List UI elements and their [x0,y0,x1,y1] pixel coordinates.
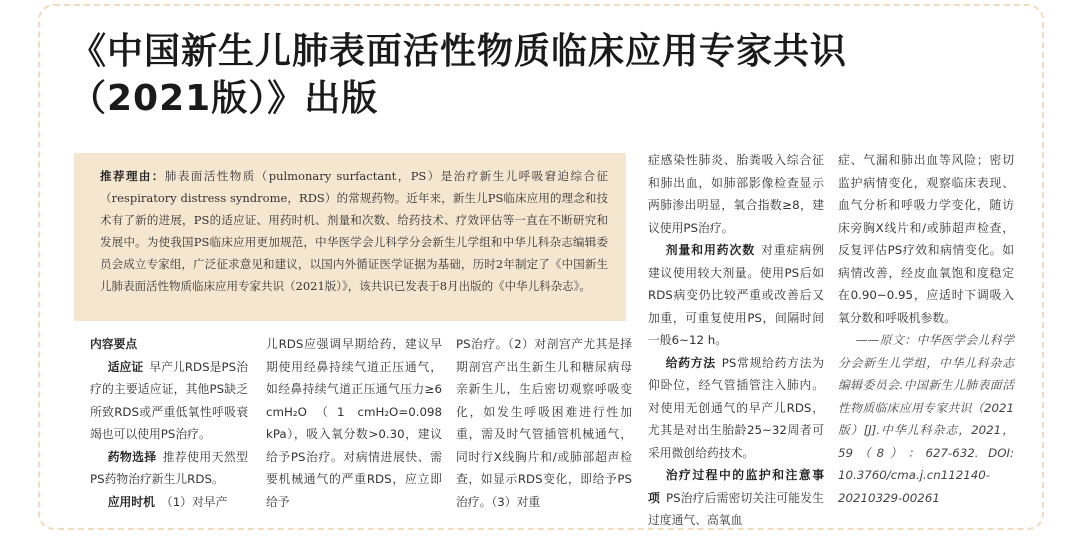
method-label: 给药方法 [665,355,716,370]
section-heading: 内容要点 [90,337,138,351]
timing-text-part-1: （1）对早产 [160,494,228,509]
dose-text: 对重症病例建议使用较大剂量。使用PS后如RDS病变仍比较严重或改善后又加重，可重复使用PS，间隔时间一般6~12 h。 [648,243,824,347]
title-line-2: （2021版）》出版 [70,78,379,119]
text-column-2 [266,333,442,513]
text-column-3 [456,333,632,513]
text-column-4 [648,149,824,532]
timing-label: 应用时机 [107,494,155,509]
drug-choice-text: 推荐使用天然型PS药物治疗新生儿RDS。 [90,449,248,486]
monitor-text-part-1: PS治疗后需密切关注可能发生过度通气、高氧血 [648,490,824,527]
source-reference: ——原文：中华医学会儿科学分会新生儿学组，中华儿科杂志编辑委员会.中国新生儿肺表面活性物质临床应用专家共识（2021版）[J].中华儿科杂志，2021，59（8）：627-632. DOI: 10.3760/cma.j.cn112140-20210329-00261 [838,333,1014,505]
text-column-1 [90,333,248,513]
timing-text-part-4: 症感染性肺炎、胎粪吸入综合征和肺出血，如肺部影像检查显示两肺渗出明显，氧合指数≥8，建议使用PS治疗。 [648,153,824,235]
monitor-text-part-2: 症、气漏和肺出血等风险；密切监护病情变化，观察临床表现、血气分析和呼吸力学变化，随访床旁胸X线片和/或肺超声检查，反复评估PS疗效和病情变化。如病情改善，经皮血氧饱和度稳定在0.90~0.95，应适时下调吸入氧分数和呼吸机参数。 [838,153,1014,325]
indication-text: 早产儿RDS是PS治疗的主要适应证，其他PS缺乏所致RDS或严重低氧性呼吸衰竭也可以使用PS治疗。 [90,359,248,441]
dose-label: 剂量和用药次数 [665,243,756,257]
text-column-5 [838,149,1014,509]
title-line-1: 《中国新生儿肺表面活性物质临床应用专家共识 [70,31,848,72]
timing-text-part-2: 儿RDS应强调早期给药，建议早期使用经鼻持续气道正压通气，如经鼻持续气道正压通气压力≥6 cmH₂O（1 cmH₂O=0.098 kPa），吸入氧分数>0.30，建议给予PS治疗。对病情进展快、需要机械通气的严重RDS，应立即给予 [266,337,442,509]
method-text: PS常规给药方法为仰卧位，经气管插管注入肺内。对使用无创通气的早产儿RDS，尤其是对出生胎龄25~32周者可采用微创给药技术。 [648,355,824,460]
recommendation-box [74,153,626,321]
indication-label: 适应证 [107,359,144,374]
drug-choice-label: 药物选择 [107,449,157,464]
recommendation-text: 肺表面活性物质（pulmonary surfactant，PS）是治疗新生儿呼吸窘迫综合征（respiratory distress syndrome，RDS）的常规药物。近年来，新生儿PS临床应用的理念和技术有了新的进展，PS的适应证、用药时机、剂量和次数、给药技术、疗效评估等一直在不断研究和发展中。为使我国PS临床应用更加规范，中华医学会儿科学分会新生儿学组和中华儿科杂志编辑委员会成立专家组，广泛征求意见和建议，以国内外循证医学证据为基础，历时2年制定了《中国新生儿肺表面活性物质临床应用专家共识（2021版）》，该共识已发表于8月出版的《中华儿科杂志》。 [100,169,608,293]
timing-text-part-3: PS治疗。（2）对剖宫产尤其是择期剖宫产出生新生儿和糖尿病母亲新生儿，生后密切观察呼吸变化，如发生呼吸困难进行性加重，需及时气管插管机械通气，同时行X线胸片和/或肺部超声检查，如显示RDS变化，即给予PS治疗。（3）对重 [456,337,632,509]
monitor-label: 治疗过程中的监护和注意事项 [648,468,824,505]
page-title [70,28,1030,122]
recommendation-label: 推荐理由： [100,169,165,183]
